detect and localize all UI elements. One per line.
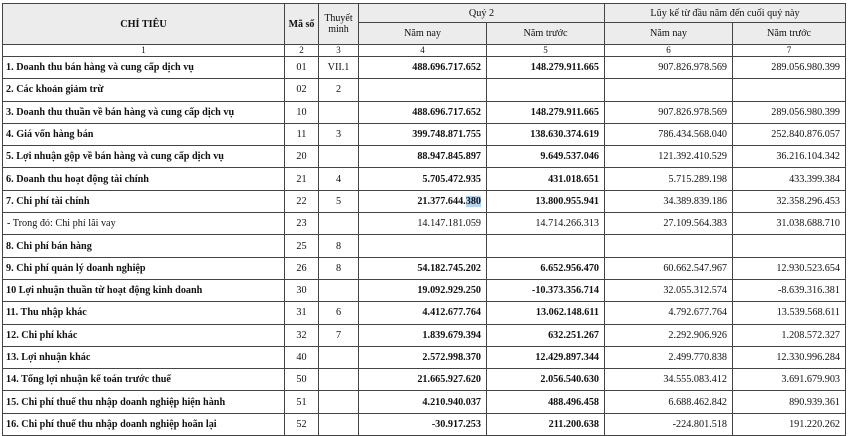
quarter-last-year: 148.279.911.665 xyxy=(487,57,605,79)
ytd-this-year: 907.826.978.569 xyxy=(605,101,733,123)
ytd-this-year: 4.792.677.764 xyxy=(605,302,733,324)
quarter-this-year: 19.092.929.250 xyxy=(359,279,487,301)
row-code: 01 xyxy=(285,57,319,79)
row-code: 30 xyxy=(285,279,319,301)
quarter-this-year: 399.748.871.755 xyxy=(359,123,487,145)
ytd-last-year: 32.358.296.453 xyxy=(733,190,846,212)
header-ma-so: Mã số xyxy=(285,4,319,45)
table-row xyxy=(3,346,846,368)
ytd-last-year: 3.691.679.903 xyxy=(733,369,846,391)
quarter-last-year: 632.251.267 xyxy=(487,324,605,346)
row-note xyxy=(319,391,359,413)
quarter-last-year: 148.279.911.665 xyxy=(487,101,605,123)
table-row xyxy=(3,324,846,346)
row-code: 31 xyxy=(285,302,319,324)
ytd-this-year xyxy=(605,235,733,257)
header-luyke-nam-nay: Năm nay xyxy=(605,23,733,45)
ytd-this-year: 121.392.410.529 xyxy=(605,146,733,168)
row-code: 10 xyxy=(285,101,319,123)
quarter-last-year: 431.018.651 xyxy=(487,168,605,190)
ytd-last-year: 289.056.980.399 xyxy=(733,57,846,79)
ytd-last-year: 890.939.361 xyxy=(733,391,846,413)
row-note: 7 xyxy=(319,324,359,346)
quarter-last-year xyxy=(487,79,605,101)
row-code: 52 xyxy=(285,413,319,435)
ytd-this-year: 907.826.978.569 xyxy=(605,57,733,79)
ytd-last-year: 12.930.523.654 xyxy=(733,257,846,279)
table-row xyxy=(3,279,846,301)
row-code: 26 xyxy=(285,257,319,279)
row-code: 25 xyxy=(285,235,319,257)
table-row xyxy=(3,391,846,413)
table-row xyxy=(3,57,846,79)
quarter-last-year: 13.800.955.941 xyxy=(487,190,605,212)
table-row xyxy=(3,79,846,101)
row-code: 20 xyxy=(285,146,319,168)
row-label: 16. Chi phí thuế thu nhập doanh nghiệp hoãn lại xyxy=(3,413,285,435)
row-code: 51 xyxy=(285,391,319,413)
ytd-last-year: 12.330.996.284 xyxy=(733,346,846,368)
quarter-this-year xyxy=(359,190,487,212)
quarter-last-year: 13.062.148.611 xyxy=(487,302,605,324)
ytd-last-year: -8.639.316.381 xyxy=(733,279,846,301)
ytd-this-year: 60.662.547.967 xyxy=(605,257,733,279)
table-row xyxy=(3,190,846,212)
quarter-last-year: 138.630.374.619 xyxy=(487,123,605,145)
row-note xyxy=(319,213,359,235)
row-note: 6 xyxy=(319,302,359,324)
row-label: - Trong đó: Chi phí lãi vay xyxy=(3,213,285,235)
quarter-this-year: 1.839.679.394 xyxy=(359,324,487,346)
ytd-this-year: 2.292.906.926 xyxy=(605,324,733,346)
quarter-this-year: 488.696.717.652 xyxy=(359,101,487,123)
column-number: 7 xyxy=(733,45,846,57)
ytd-this-year: 786.434.568.040 xyxy=(605,123,733,145)
quarter-last-year: -10.373.356.714 xyxy=(487,279,605,301)
table-row xyxy=(3,235,846,257)
quarter-this-year: 88.947.845.897 xyxy=(359,146,487,168)
quarter-this-year: 4.412.677.764 xyxy=(359,302,487,324)
table-row xyxy=(3,302,846,324)
row-note: 5 xyxy=(319,190,359,212)
row-code: 21 xyxy=(285,168,319,190)
row-label: 15. Chi phí thuế thu nhập doanh nghiệp hiện hành xyxy=(3,391,285,413)
ytd-this-year: 5.715.289.198 xyxy=(605,168,733,190)
row-note: 8 xyxy=(319,235,359,257)
quarter-this-year xyxy=(359,235,487,257)
row-label: 7. Chi phí tài chính xyxy=(3,190,285,212)
row-code: 32 xyxy=(285,324,319,346)
ytd-last-year: 252.840.876.057 xyxy=(733,123,846,145)
ytd-this-year xyxy=(605,79,733,101)
row-note xyxy=(319,101,359,123)
quarter-last-year: 488.496.458 xyxy=(487,391,605,413)
row-label: 6. Doanh thu hoạt động tài chính xyxy=(3,168,285,190)
quarter-this-year: -30.917.253 xyxy=(359,413,487,435)
table-row xyxy=(3,146,846,168)
quarter-last-year xyxy=(487,235,605,257)
header-luy-ke: Lũy kế từ đầu năm đến cuối quý này xyxy=(605,4,846,23)
header-quy-nam-truoc: Năm trước xyxy=(487,23,605,45)
row-note xyxy=(319,346,359,368)
ytd-this-year: 2.499.770.838 xyxy=(605,346,733,368)
row-label: 14. Tổng lợi nhuận kế toán trước thuế xyxy=(3,369,285,391)
quarter-last-year: 14.714.266.313 xyxy=(487,213,605,235)
quarter-last-year: 9.649.537.046 xyxy=(487,146,605,168)
quarter-this-year: 21.665.927.620 xyxy=(359,369,487,391)
ytd-last-year: 1.208.572.327 xyxy=(733,324,846,346)
ytd-this-year: -224.801.518 xyxy=(605,413,733,435)
row-note: 3 xyxy=(319,123,359,145)
ytd-last-year: 433.399.384 xyxy=(733,168,846,190)
row-note xyxy=(319,413,359,435)
table-row xyxy=(3,101,846,123)
column-number: 1 xyxy=(3,45,285,57)
table-row xyxy=(3,369,846,391)
ytd-last-year: 191.220.262 xyxy=(733,413,846,435)
row-note: 2 xyxy=(319,79,359,101)
header-thuyet-minh: Thuyết minh xyxy=(319,4,359,45)
column-number: 4 xyxy=(359,45,487,57)
row-note: 8 xyxy=(319,257,359,279)
ytd-this-year: 27.109.564.383 xyxy=(605,213,733,235)
column-number: 6 xyxy=(605,45,733,57)
ytd-this-year: 34.555.083.412 xyxy=(605,369,733,391)
row-label: 5. Lợi nhuận gộp về bán hàng và cung cấp dịch vụ xyxy=(3,146,285,168)
row-note xyxy=(319,146,359,168)
quarter-this-year xyxy=(359,79,487,101)
table-row xyxy=(3,413,846,435)
row-label: 2. Các khoản giảm trừ xyxy=(3,79,285,101)
income-statement-sheet xyxy=(2,3,845,436)
quarter-this-year: 14.147.181.059 xyxy=(359,213,487,235)
row-code: 23 xyxy=(285,213,319,235)
table-row xyxy=(3,257,846,279)
row-label: 11. Thu nhập khác xyxy=(3,302,285,324)
ytd-this-year: 32.055.312.574 xyxy=(605,279,733,301)
row-note xyxy=(319,279,359,301)
quarter-this-year: 488.696.717.652 xyxy=(359,57,487,79)
ytd-this-year: 34.389.839.186 xyxy=(605,190,733,212)
row-label: 4. Giá vốn hàng bán xyxy=(3,123,285,145)
ytd-last-year: 289.056.980.399 xyxy=(733,101,846,123)
quarter-this-year: 54.182.745.202 xyxy=(359,257,487,279)
ytd-last-year xyxy=(733,79,846,101)
row-code: 22 xyxy=(285,190,319,212)
table-row xyxy=(3,168,846,190)
column-number: 2 xyxy=(285,45,319,57)
row-label: 12. Chi phí khác xyxy=(3,324,285,346)
row-label: 1. Doanh thu bán hàng và cung cấp dịch vụ xyxy=(3,57,285,79)
row-note: VII.1 xyxy=(319,57,359,79)
row-code: 50 xyxy=(285,369,319,391)
column-number: 3 xyxy=(319,45,359,57)
text-selection-highlight[interactable]: 380 xyxy=(465,195,481,207)
row-code: 02 xyxy=(285,79,319,101)
quarter-this-year: 5.705.472.935 xyxy=(359,168,487,190)
row-label: 9. Chi phí quản lý doanh nghiệp xyxy=(3,257,285,279)
row-label: 13. Lợi nhuận khác xyxy=(3,346,285,368)
header-chi-tieu: CHỈ TIÊU xyxy=(3,4,285,45)
row-note xyxy=(319,369,359,391)
row-note: 4 xyxy=(319,168,359,190)
ytd-last-year: 31.038.688.710 xyxy=(733,213,846,235)
quarter-last-year: 6.652.956.470 xyxy=(487,257,605,279)
ytd-last-year xyxy=(733,235,846,257)
quarter-last-year: 211.200.638 xyxy=(487,413,605,435)
row-label: 3. Doanh thu thuần về bán hàng và cung cấp dịch vụ xyxy=(3,101,285,123)
ytd-last-year: 13.539.568.611 xyxy=(733,302,846,324)
income-statement-table xyxy=(2,3,846,436)
quarter-last-year: 12.429.897.344 xyxy=(487,346,605,368)
row-label: 10 Lợi nhuận thuần từ hoạt động kinh doanh xyxy=(3,279,285,301)
value-part: 21.377.644. xyxy=(417,195,466,207)
quarter-this-year: 2.572.998.370 xyxy=(359,346,487,368)
table-row xyxy=(3,123,846,145)
header-quy: Quý 2 xyxy=(359,4,605,23)
header-luyke-nam-truoc: Năm trước xyxy=(733,23,846,45)
header-quy-nam-nay: Năm nay xyxy=(359,23,487,45)
table-row xyxy=(3,213,846,235)
quarter-last-year: 2.056.540.630 xyxy=(487,369,605,391)
column-number: 5 xyxy=(487,45,605,57)
row-code: 40 xyxy=(285,346,319,368)
ytd-last-year: 36.216.104.342 xyxy=(733,146,846,168)
ytd-this-year: 6.688.462.842 xyxy=(605,391,733,413)
row-code: 11 xyxy=(285,123,319,145)
quarter-this-year: 4.210.940.037 xyxy=(359,391,487,413)
row-label: 8. Chi phí bán hàng xyxy=(3,235,285,257)
